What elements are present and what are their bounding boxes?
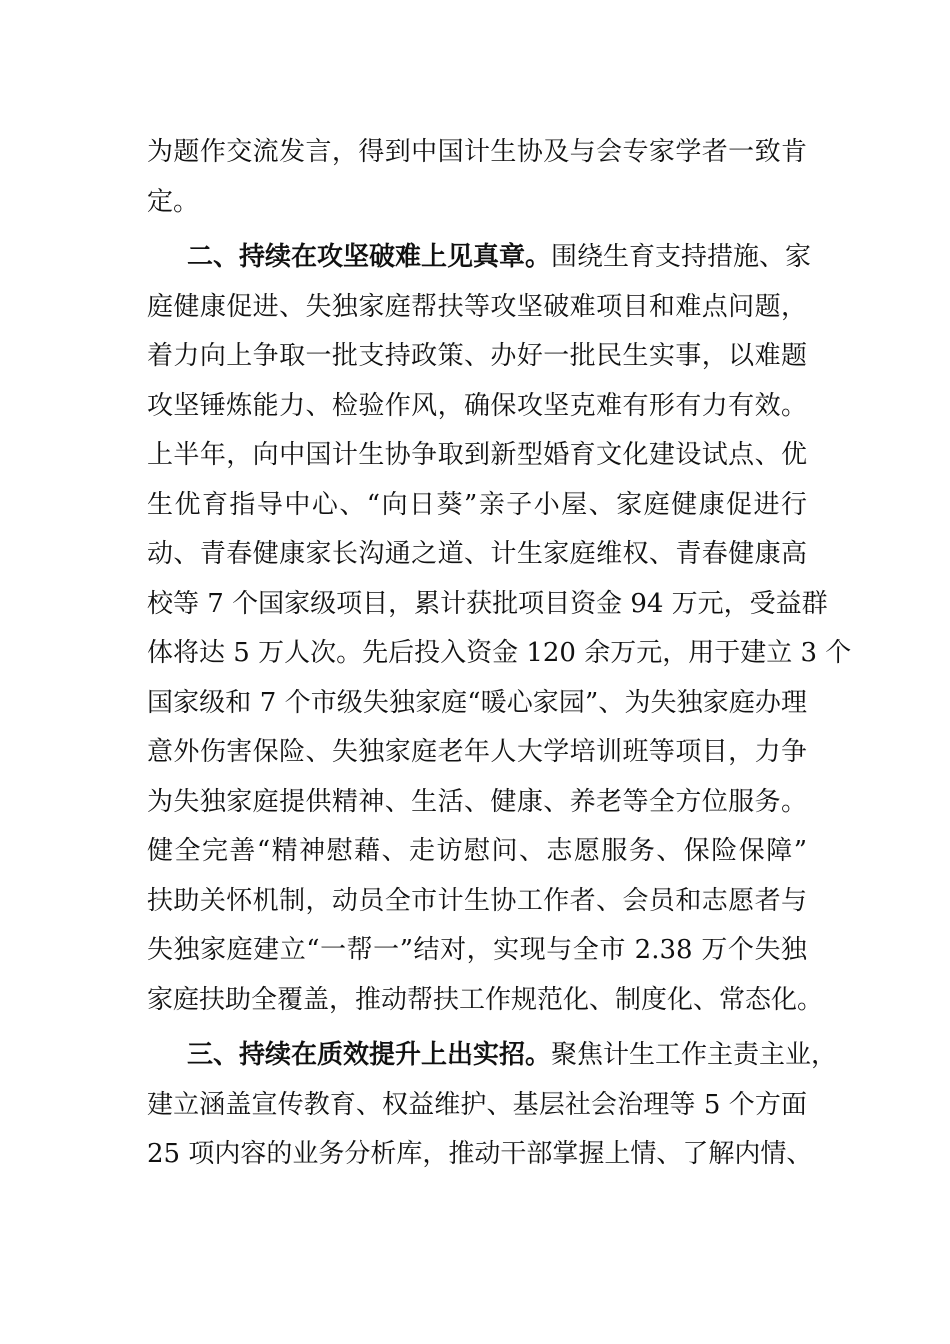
text-line: 生优育指导中心、“向日葵”亲子小屋、家庭健康促进行 [147, 489, 807, 520]
text-run: 围绕生育支持措施、家 [551, 242, 812, 272]
text-line: 庭健康促进、失独家庭帮扶等攻坚破难项目和难点问题， [147, 291, 807, 322]
text-line: 体将达 5 万人次。先后投入资金 120 余万元，用于建立 3 个 [147, 638, 852, 668]
paragraph-3 [147, 1031, 838, 1180]
paragraph-2 [147, 233, 852, 1025]
text-run: 聚焦计生工作主责主业， [551, 1040, 838, 1070]
text-line: 攻坚锤炼能力、检验作风，确保攻坚克难有形有力有效。 [147, 390, 807, 421]
text-line: 25 项内容的业务分析库，推动干部掌握上情、了解内情、 [147, 1139, 813, 1169]
paragraph-1 [147, 128, 807, 227]
text-line: 意外伤害保险、失独家庭老年人大学培训班等项目，力争 [147, 737, 807, 767]
text-line: 定。 [147, 186, 200, 217]
text-line: 校等 7 个国家级项目，累计获批项目资金 94 万元，受益群 [147, 588, 828, 619]
text-line: 健全完善“精神慰藉、走访慰问、志愿服务、保险保障” [147, 836, 807, 866]
text-line: 为失独家庭提供精神、生活、健康、养老等全方位服务。 [147, 786, 807, 817]
text-line: 为题作交流发言，得到中国计生协及与会专家学者一致肯 [147, 137, 807, 167]
text-line: 失独家庭建立“一帮一”结对，实现与全市 2.38 万个失独 [147, 935, 807, 965]
paragraph-first-line [147, 1031, 838, 1081]
text-line: 建立涵盖宣传教育、权益维护、基层社会治理等 5 个方面 [147, 1089, 807, 1120]
text-line: 家庭扶助全覆盖，推动帮扶工作规范化、制度化、常态化。 [147, 984, 824, 1015]
text-line: 国家级和 7 个市级失独家庭“暖心家园”、为失独家庭办理 [147, 687, 807, 718]
section-heading: 三、持续在质效提升上出实招。 [187, 1040, 552, 1070]
text-line: 动、青春健康家长沟通之道、计生家庭维权、青春健康高 [147, 539, 807, 569]
document-body [147, 128, 852, 1180]
section-heading: 二、持续在攻坚破难上见真章。 [187, 242, 552, 272]
paragraph-first-line [147, 233, 812, 283]
text-line: 着力向上争取一批支持政策、办好一批民生实事，以难题 [147, 341, 807, 371]
text-line: 上半年，向中国计生协争取到新型婚育文化建设试点、优 [147, 440, 807, 470]
text-line: 扶助关怀机制，动员全市计生协工作者、会员和志愿者与 [147, 885, 807, 916]
